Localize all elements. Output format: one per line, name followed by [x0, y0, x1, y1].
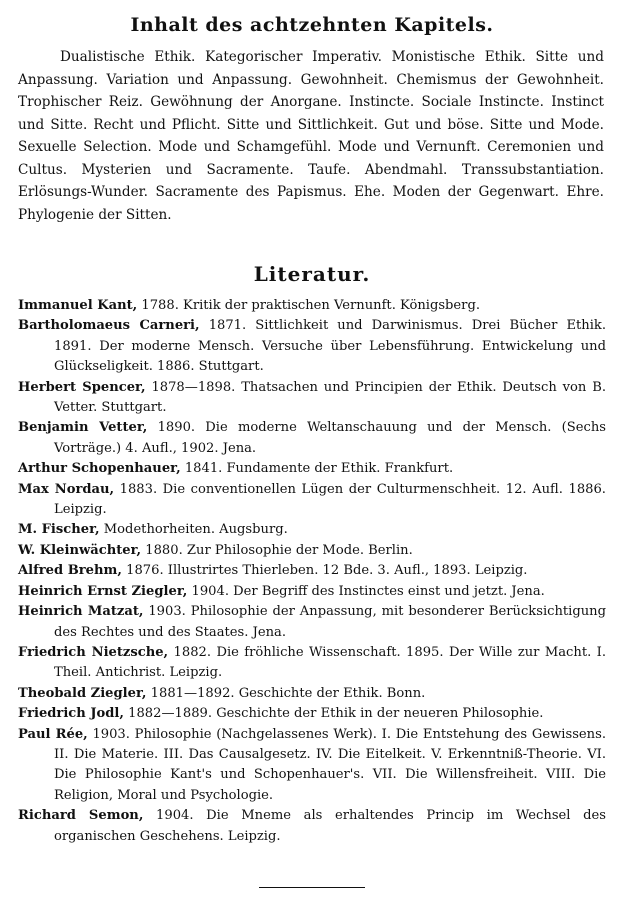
- author-name: Immanuel Kant,: [18, 298, 138, 313]
- citation-text: 1878—1898. Thatsachen und Principien der Ethik. Deutsch von B. Vetter. Stuttgart.: [54, 379, 606, 416]
- literature-entry: [18, 684, 606, 704]
- author-name: Arthur Schopenhauer,: [18, 461, 181, 477]
- literature-heading: Literatur.: [253, 262, 371, 286]
- author-name: Bartholomaeus Carneri,: [18, 318, 200, 334]
- literature-entry: [18, 520, 606, 540]
- literature-entry: [18, 541, 606, 561]
- literature-entry: [18, 296, 606, 316]
- contents-summary: Dualistische Ethik. Kategorischer Imperativ. Monistische Ethik. Sitte und Anpassung. Variation und Anpassung. Gewohnheit. Chemismus der Gewohnheit. Trophischer Reiz. Gewöhnung der Anorgane. Instincte. Sociale Instincte. Instinct und Sitte. Recht und Pflicht. Sitte und Sittlichkeit. Gut und böse. Sitte und Mode. Sexuelle Selection. Mode und Schamgefühl. Mode und Vernunft. Ceremonien und Cultus. Mysterien und Sacramente. Taufe. Abendmahl. Transsubstantiation. Erlösungs-Wunder. Sacramente des Papismus. Ehe. Moden der Gegenwart. Ehre. Phylogenie der Sitten.: [18, 49, 604, 223]
- citation-text: 1882—1889. Geschichte der Ethik in der neueren Philosophie.: [128, 706, 544, 722]
- author-name: Alfred Brehm,: [18, 563, 122, 579]
- literature-entry: [18, 704, 606, 724]
- citation-text: 1788. Kritik der praktischen Vernunft. Königsberg.: [141, 298, 480, 313]
- literature-entry: [18, 378, 606, 419]
- citation-text: 1903. Philosophie (Nachgelassenes Werk). I. Die Entstehung des Gewissens. II. Die Materie. III. Das Causalgesetz. IV. Die Eitelkeit. V. Erkenntniß-Theorie. VI. Die Philosophie Kant's und Schopenhauer's. VII. Die Willensfreiheit. VIII. Die Religion, Moral und Psychologie.: [54, 726, 606, 803]
- author-name: Richard Semon,: [18, 808, 144, 824]
- author-name: Paul Rée,: [18, 726, 88, 742]
- literature-entry: [18, 418, 606, 459]
- citation-text: 1876. Illustrirtes Thierleben. 12 Bde. 3. Aufl., 1893. Leipzig.: [126, 563, 528, 579]
- literature-entry: [18, 582, 606, 602]
- author-name: Heinrich Ernst Ziegler,: [18, 583, 188, 599]
- author-name: W. Kleinwächter,: [18, 542, 142, 558]
- literature-list: [18, 296, 606, 847]
- citation-text: 1890. Die moderne Weltanschauung und der Mensch. (Sechs Vorträge.) 4. Aufl., 1902. Jena.: [54, 420, 606, 456]
- literature-entry: [18, 316, 606, 377]
- literature-entry: [18, 806, 606, 847]
- citation-text: 1880. Zur Philosophie der Mode. Berlin.: [145, 542, 413, 558]
- literature-entry: [18, 725, 606, 807]
- author-name: M. Fischer,: [18, 522, 100, 538]
- author-name: Benjamin Vetter,: [18, 420, 148, 436]
- literature-entry: [18, 480, 606, 521]
- citation-text: 1841. Fundamente der Ethik. Frankfurt.: [184, 461, 454, 477]
- contents-heading: Inhalt des achtzehnten Kapitels.: [130, 14, 494, 36]
- citation-text: 1903. Philosophie der Anpassung, mit besonderer Berücksichtigung des Rechtes und des Staates. Jena.: [54, 604, 606, 640]
- literature-entry: [18, 602, 606, 643]
- literature-entry: [18, 561, 606, 581]
- literature-entry: [18, 643, 606, 684]
- author-name: Max Nordau,: [18, 481, 115, 497]
- citation-text: 1904. Die Mneme als erhaltendes Princip im Wechsel des organischen Geschehens. Leipzig.: [54, 808, 606, 844]
- citation-text: 1883. Die conventionellen Lügen der Culturmenschheit. 12. Aufl. 1886. Leipzig.: [54, 481, 606, 518]
- citation-text: 1882. Die fröhliche Wissenschaft. 1895. Der Wille zur Macht. I. Theil. Antichrist. Leipzig.: [54, 644, 606, 681]
- author-name: Theobald Ziegler,: [18, 685, 147, 701]
- citation-text: 1881—1892. Geschichte der Ethik. Bonn.: [150, 685, 426, 701]
- closing-rule: [259, 887, 365, 888]
- citation-text: 1904. Der Begriff des Instinctes einst und jetzt. Jena.: [191, 583, 545, 599]
- author-name: Friedrich Nietzsche,: [18, 644, 169, 660]
- author-name: Friedrich Jodl,: [18, 706, 124, 722]
- citation-text: 1871. Sittlichkeit und Darwinismus. Drei Bücher Ethik. 1891. Der moderne Mensch. Versuche über Lebensführung. Entwickelung und Glückseligkeit. 1886. Stuttgart.: [54, 318, 606, 375]
- author-name: Herbert Spencer,: [18, 379, 146, 395]
- literature-entry: [18, 459, 606, 479]
- citation-text: Modethorheiten. Augsburg.: [103, 522, 288, 538]
- author-name: Heinrich Matzat,: [18, 604, 144, 620]
